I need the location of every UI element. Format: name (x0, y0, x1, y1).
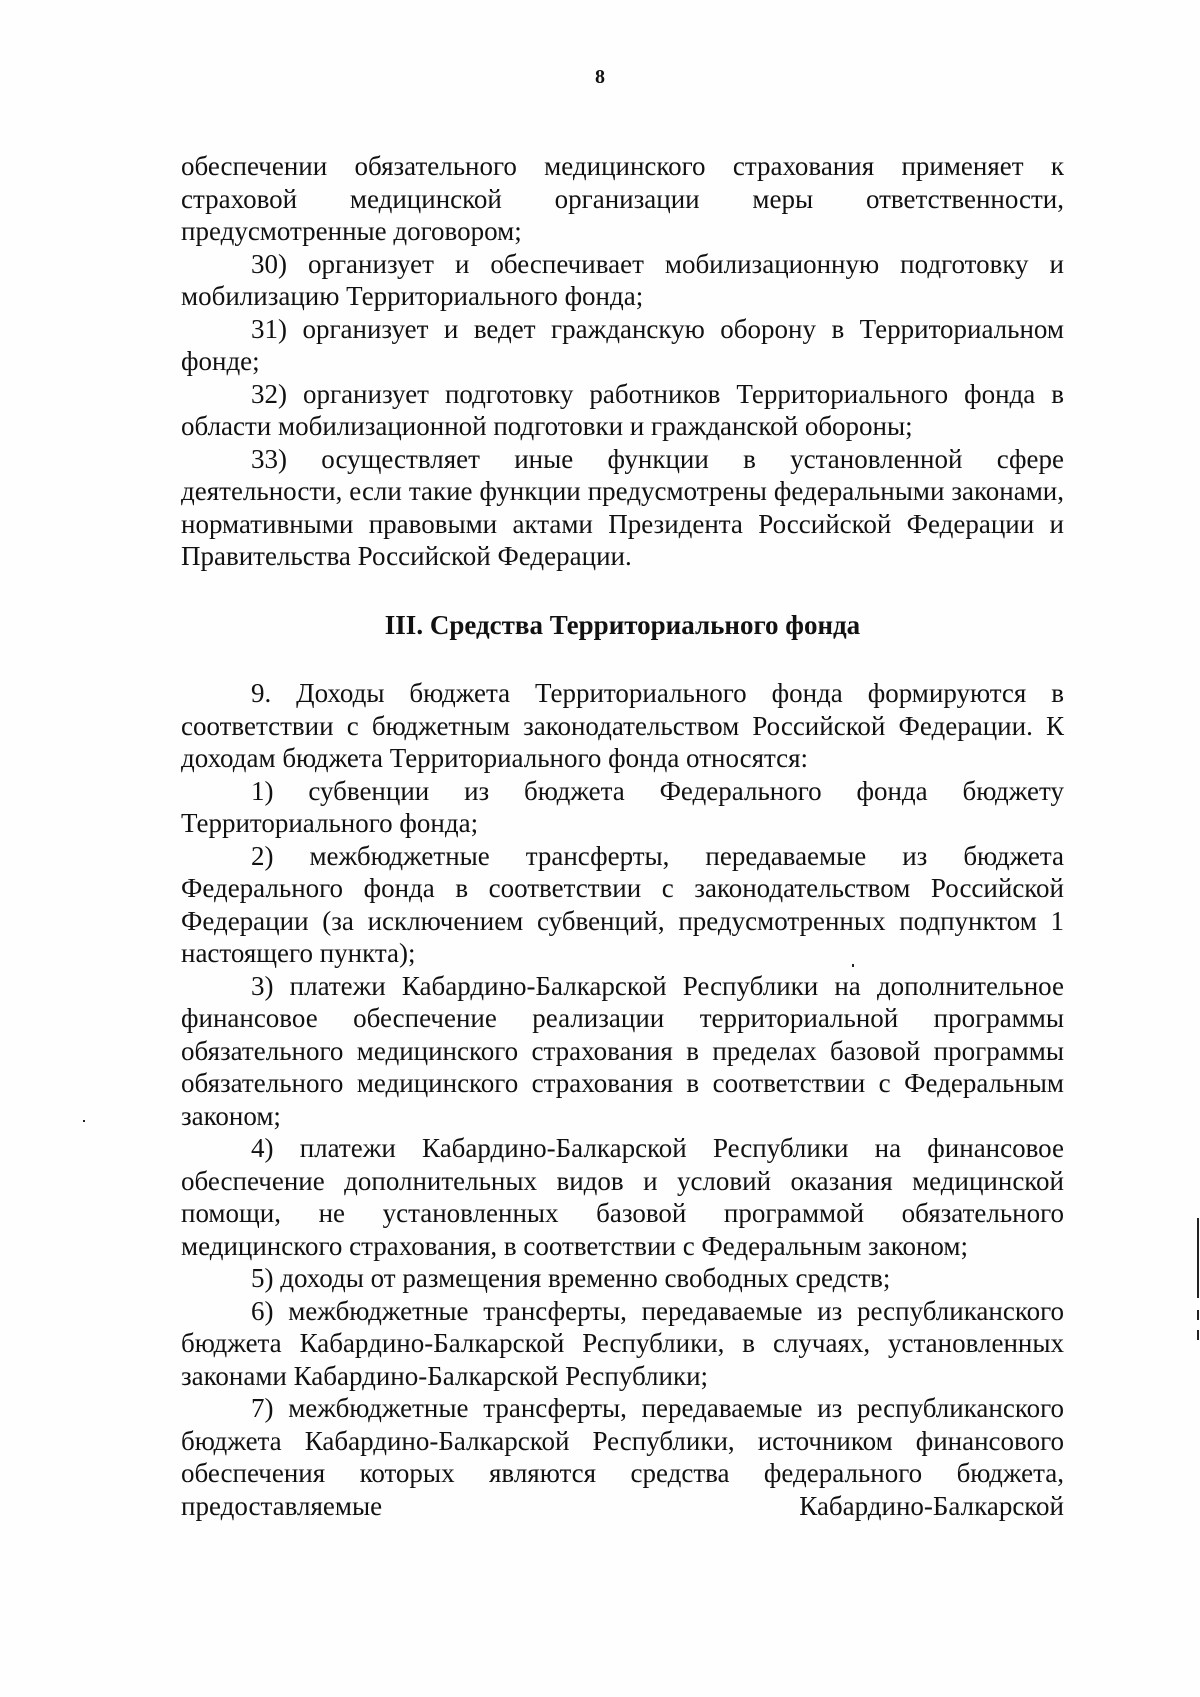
scan-edge-mark (1197, 1310, 1199, 1320)
scan-speck (83, 1120, 85, 1122)
continuation-paragraph: обеспечении обязательного медицинского страхования применяет к страховой медицинской организации меры ответственности, предусмотренные договором; (181, 151, 1064, 246)
scan-edge-mark (1197, 1330, 1199, 1340)
list-item-2: 2) межбюджетные трансферты, передаваемые из бюджета Федерального фонда в соответствии с законодательством Российской Федерации (за исключением субвенций, предусмотренных подпунктом 1 настоящего пункта); (181, 840, 1064, 968)
scan-speck (852, 964, 854, 967)
list-item-4: 4) платежи Кабардино-Балкарской Республики на финансовое обеспечение дополнительных видов и условий оказания медицинской помощи, не установленных базовой программой обязательного медицинского страхования, в соответствии с Федеральным законом; (181, 1133, 1064, 1261)
scan-edge-mark (1197, 1218, 1199, 1298)
list-item-30: 30) организует и обеспечивает мобилизационную подготовку и мобилизацию Территориального фонда; (181, 248, 1064, 311)
list-item-7: 7) межбюджетные трансферты, передаваемые из республиканского бюджета Кабардино-Балкарской Республики, источником финансового обеспечения которых являются средства федерального бюджета, предоставляемые Кабардино-Балкарской (181, 1393, 1064, 1521)
clause-9-paragraph: 9. Доходы бюджета Территориального фонда формируются в соответствии с бюджетным законодательством Российской Федерации. К доходам бюджета Территориального фонда относятся: (181, 678, 1064, 773)
list-item-31: 31) организует и ведет гражданскую оборону в Территориальном фонде; (181, 313, 1064, 376)
section-heading: III. Средства Территориального фонда (384, 609, 861, 640)
list-item-5: 5) доходы от размещения временно свободных средств; (251, 1263, 891, 1293)
list-item-6: 6) межбюджетные трансферты, передаваемые из республиканского бюджета Кабардино-Балкарской Республики, в случаях, установленных законами Кабардино-Балкарской Республики; (181, 1295, 1064, 1391)
list-item-32: 32) организует подготовку работников Территориального фонда в области мобилизационной подготовки и гражданской обороны; (181, 378, 1064, 441)
page-number: 8 (595, 66, 605, 88)
list-item-1: 1) субвенции из бюджета Федерального фонда бюджету Территориального фонда; (181, 775, 1064, 838)
document-body (181, 150, 1064, 1522)
list-item-33: 33) осуществляет иные функции в установленной сфере деятельности, если такие функции предусмотрены федеральными законами, нормативными правовыми актами Президента Российской Федерации и Правительства Российской Федерации. (181, 443, 1064, 571)
list-item-3: 3) платежи Кабардино-Балкарской Республики на дополнительное финансовое обеспечение реализации территориальной программы обязательного медицинского страхования в пределах базовой программы обязательного медицинского страхования в соответствии с Федеральным законом; (181, 970, 1064, 1131)
